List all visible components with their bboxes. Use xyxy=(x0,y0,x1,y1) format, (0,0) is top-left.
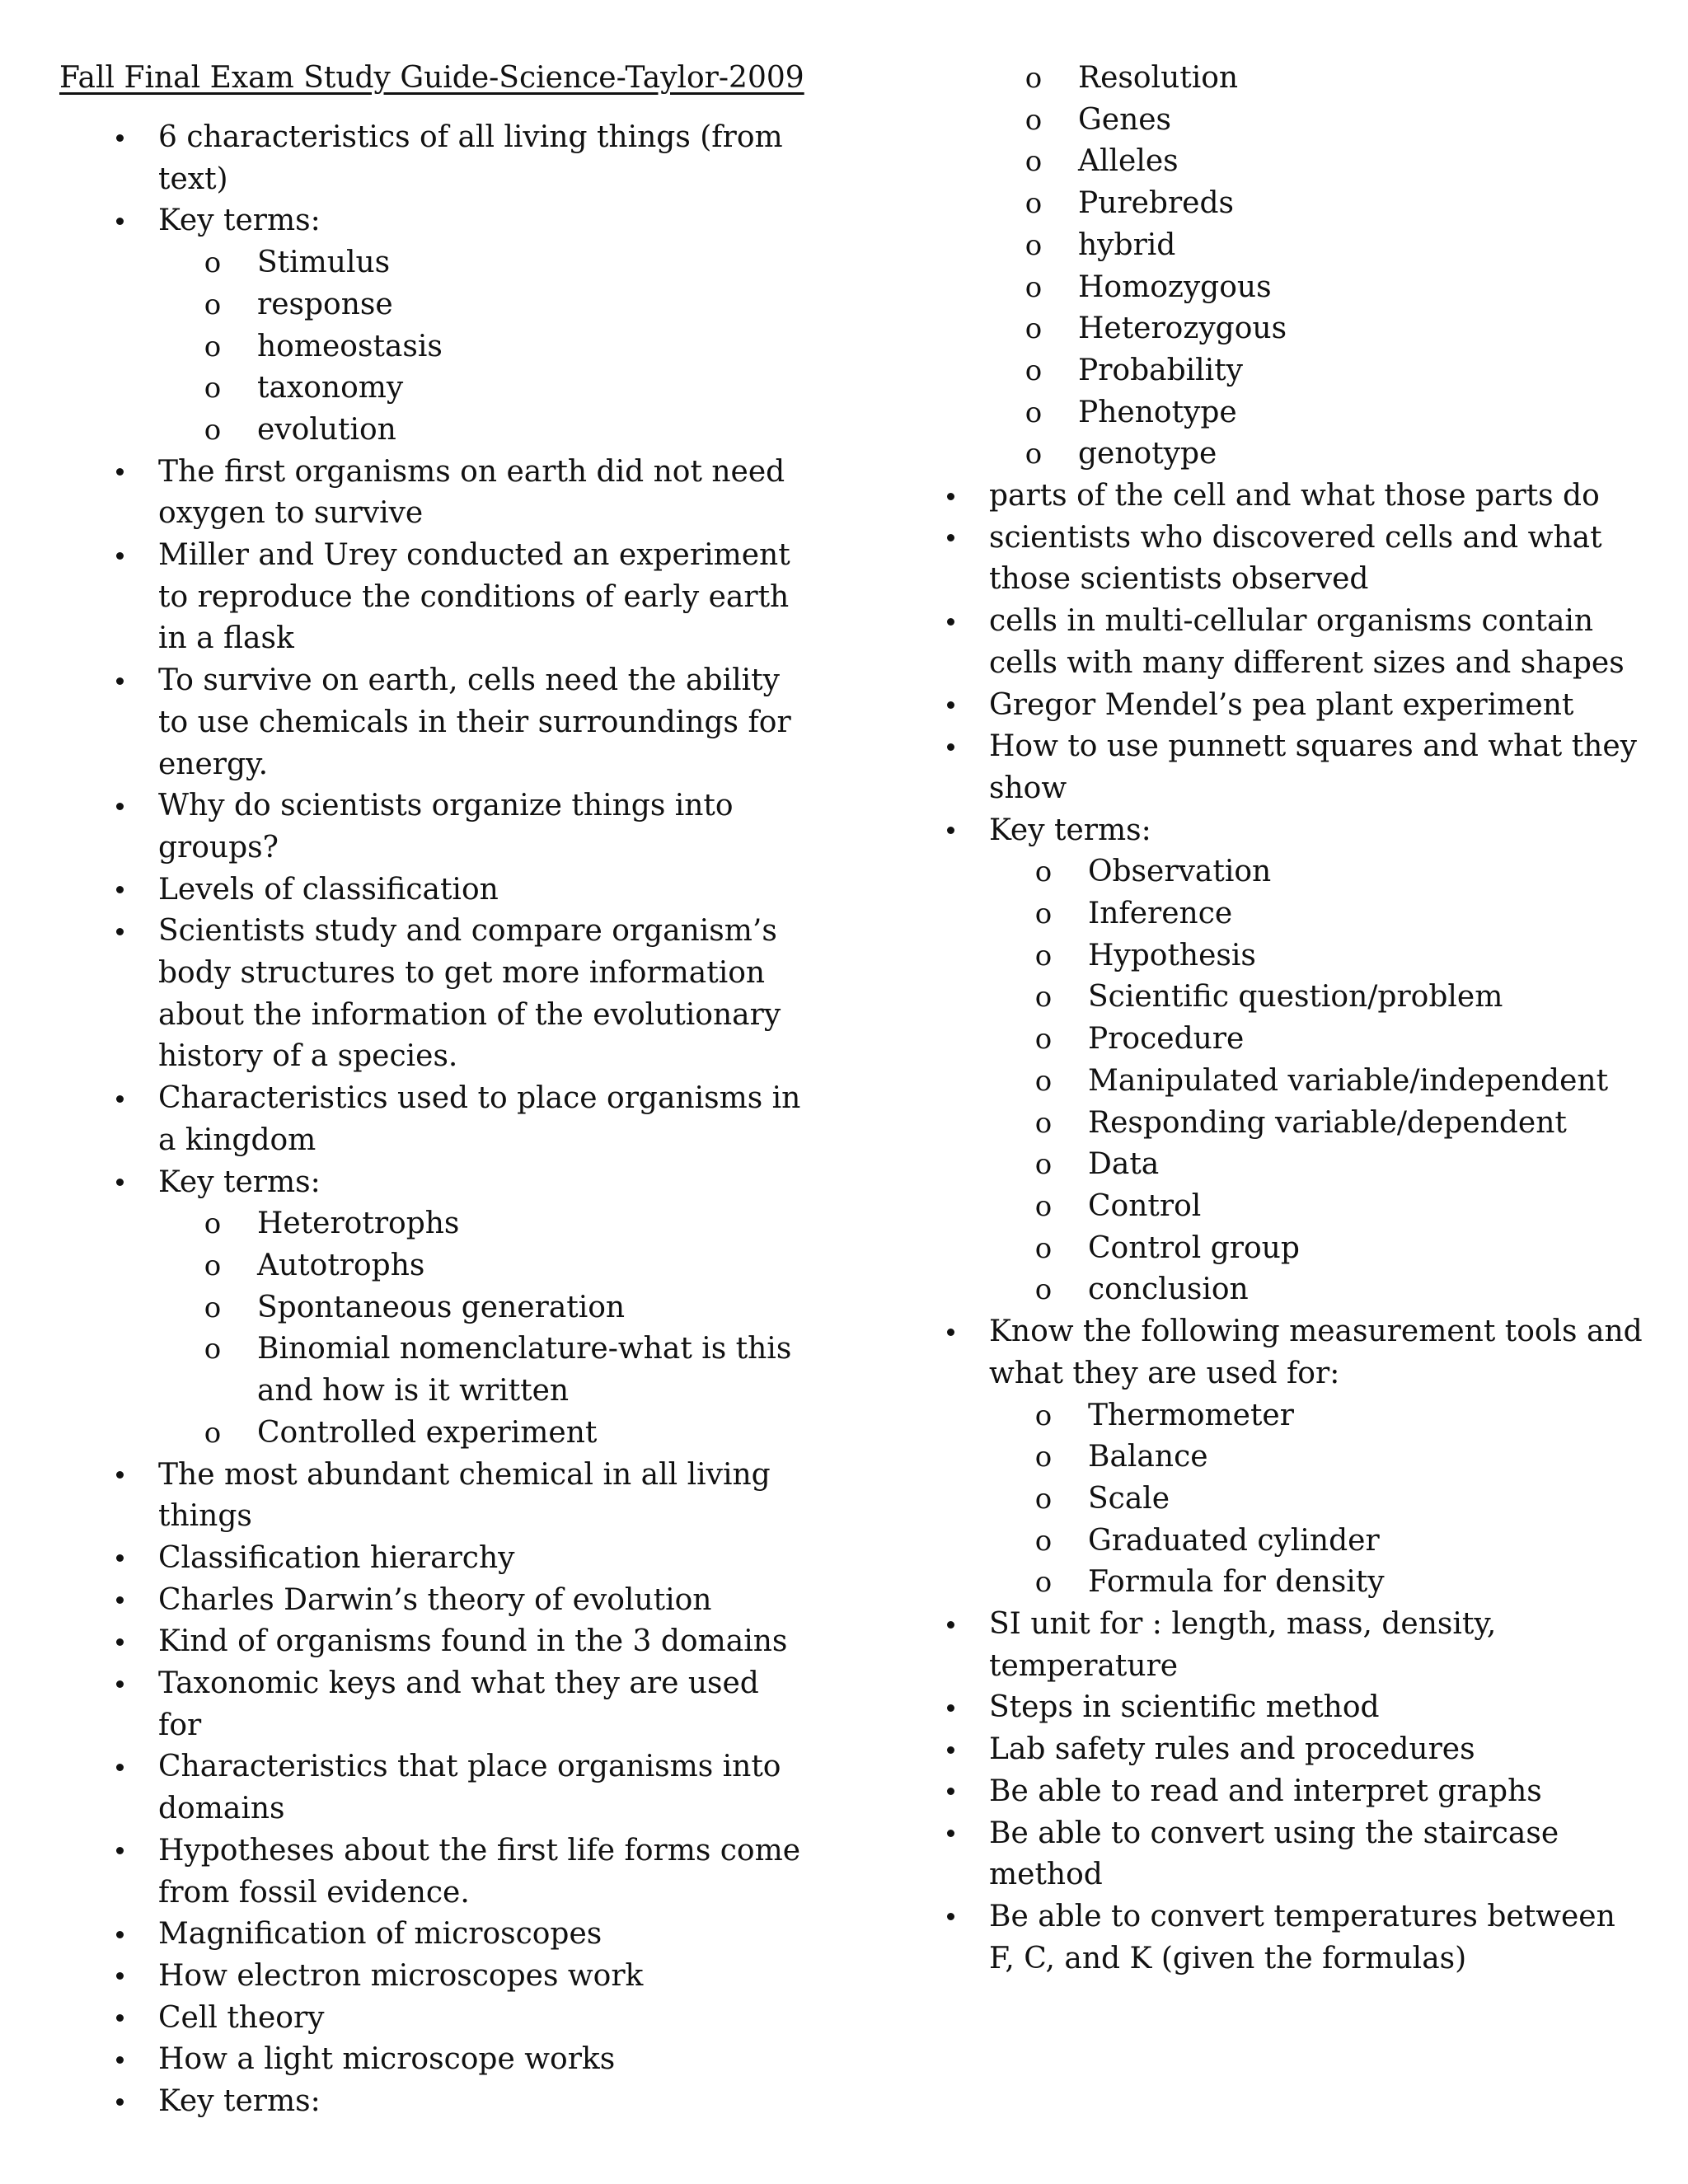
sub-list-item xyxy=(890,392,1648,434)
circle-bullet-icon: o xyxy=(1034,1189,1053,1223)
bullet-list-item xyxy=(59,1746,801,1830)
bullet-dot-icon xyxy=(111,1538,128,1580)
bullet-list-item xyxy=(59,1956,801,1998)
sub-list-item xyxy=(158,284,801,326)
bullet-dot-icon xyxy=(942,601,959,643)
sub-list-item xyxy=(158,242,801,284)
circle-bullet-icon: o xyxy=(204,372,222,405)
sub-list-item xyxy=(158,326,801,368)
sub-list-item xyxy=(158,1245,801,1287)
bullet-item-text: SI unit for : length, mass, density, temperature xyxy=(989,1607,1497,1683)
bullet-item-text: Scientists study and compare organism’s body structures to get more information about the information of the evolutionary history of a species. xyxy=(158,914,781,1074)
bullet-item-text: How electron microscopes work xyxy=(158,1958,644,1993)
bullet-item-text: Be able to read and interpret graphs xyxy=(989,1774,1542,1808)
bullet-dot-icon xyxy=(111,660,128,702)
sub-item-text: Controlled experiment xyxy=(257,1415,598,1450)
sub-list-item xyxy=(158,1287,801,1329)
sub-item-text: genotype xyxy=(1078,437,1217,471)
sub-list-item xyxy=(158,1413,801,1455)
bullet-dot-icon xyxy=(111,1830,128,1872)
right-column xyxy=(890,58,1648,1980)
bullet-item-text: Gregor Mendel’s pea plant experiment xyxy=(989,687,1574,722)
bullet-item-text: Be able to convert temperatures between F, C, and K (given the formulas) xyxy=(989,1899,1615,1975)
bullet-list-item xyxy=(59,785,801,869)
bullet-dot-icon xyxy=(942,476,959,518)
circle-bullet-icon: o xyxy=(1034,1441,1053,1474)
bullet-list-item xyxy=(890,1729,1648,1771)
bullet-dot-icon xyxy=(942,726,959,768)
sub-item-text: Hypothesis xyxy=(1088,938,1256,972)
sub-list-item xyxy=(989,1395,1648,1437)
circle-bullet-icon: o xyxy=(1025,438,1043,471)
circle-bullet-icon: o xyxy=(1034,1524,1053,1558)
continued-key-terms-list xyxy=(890,58,1648,476)
circle-bullet-icon: o xyxy=(204,1333,222,1366)
sub-item-text: Balance xyxy=(1088,1440,1208,1474)
sub-item-text: response xyxy=(257,287,393,321)
circle-bullet-icon: o xyxy=(1034,1566,1053,1600)
bullet-dot-icon xyxy=(942,1771,959,1813)
sub-item-text: Scale xyxy=(1088,1481,1170,1516)
bullet-item-text: The most abundant chemical in all living things xyxy=(158,1457,771,1534)
circle-bullet-icon: o xyxy=(204,1291,222,1324)
circle-bullet-icon: o xyxy=(1034,1023,1053,1057)
bullet-item-text: How to use punnett squares and what they show xyxy=(989,729,1638,805)
sub-item-text: Stimulus xyxy=(257,246,391,280)
bullet-item-text: Key terms: xyxy=(158,2084,321,2119)
sub-item-text: taxonomy xyxy=(257,371,404,405)
bullet-list-item xyxy=(890,1687,1648,1729)
sub-item-text: Purebreds xyxy=(1078,186,1234,221)
sub-item-text: Inference xyxy=(1088,897,1233,931)
sub-list-item xyxy=(890,100,1648,142)
sub-list-item xyxy=(890,225,1648,267)
bullet-item-text: 6 characteristics of all living things (from text) xyxy=(158,120,783,196)
sub-list-item xyxy=(158,410,801,452)
bullet-item-text: cells in multi-cellular organisms contain cells with many different sizes and shapes xyxy=(989,604,1625,680)
bullet-dot-icon xyxy=(111,1078,128,1120)
bullet-dot-icon xyxy=(111,2081,128,2123)
sub-item-text: Homozygous xyxy=(1078,269,1272,304)
sub-item-text: Control group xyxy=(1088,1230,1300,1265)
bullet-list-item xyxy=(59,452,801,535)
bullet-list-item xyxy=(890,1311,1648,1604)
bullet-list-item xyxy=(890,1604,1648,1687)
sub-list-item xyxy=(989,893,1648,935)
bullet-dot-icon xyxy=(111,1455,128,1497)
bullet-item-text: Cell theory xyxy=(158,2000,325,2035)
bullet-item-text: Characteristics that place organisms into domains xyxy=(158,1750,781,1826)
bullet-item-text: Know the following measurement tools and what they are used for: xyxy=(989,1315,1643,1390)
bullet-item-text: Kind of organisms found in the 3 domains xyxy=(158,1624,788,1659)
sub-list-item xyxy=(989,1436,1648,1479)
bullet-list-item xyxy=(890,518,1648,601)
bullet-item-text: Be able to convert using the staircase method xyxy=(989,1816,1559,1892)
bullet-item-text: Why do scientists organize things into groups? xyxy=(158,789,734,865)
bullet-dot-icon xyxy=(942,518,959,560)
bullet-item-text: How a light microscope works xyxy=(158,2042,616,2077)
circle-bullet-icon: o xyxy=(1025,62,1043,95)
sub-list-item xyxy=(989,1562,1648,1604)
bullet-list-item xyxy=(59,1078,801,1161)
bullet-list-item xyxy=(59,2039,801,2081)
circle-bullet-icon: o xyxy=(1034,1273,1053,1307)
bullet-list-item xyxy=(59,869,801,912)
bullet-item-text: Characteristics used to place organisms in a kingdom xyxy=(158,1081,801,1157)
bullet-dot-icon xyxy=(111,117,128,159)
sub-list-item xyxy=(989,1479,1648,1521)
sub-item-text: Scientific question/problem xyxy=(1088,980,1503,1015)
bullet-list-item xyxy=(890,601,1648,684)
bullet-dot-icon xyxy=(942,1687,959,1729)
sub-item-text: Heterotrophs xyxy=(257,1207,460,1241)
sub-list-item xyxy=(890,308,1648,350)
sub-list-item xyxy=(989,1019,1648,1061)
sub-list-item xyxy=(890,58,1648,100)
circle-bullet-icon: o xyxy=(1025,396,1043,429)
circle-bullet-icon: o xyxy=(204,246,222,280)
bullet-dot-icon xyxy=(111,869,128,912)
sub-list-item xyxy=(890,183,1648,225)
bullet-list-item xyxy=(890,685,1648,727)
sub-item-text: evolution xyxy=(257,412,396,447)
bullet-dot-icon xyxy=(942,685,959,727)
sub-list xyxy=(158,1203,801,1454)
right-bullet-list xyxy=(890,476,1648,1980)
bullet-dot-icon xyxy=(942,1813,959,1855)
sub-list-item xyxy=(890,141,1648,183)
bullet-list-item xyxy=(59,911,801,1078)
document-title: Fall Final Exam Study Guide-Science-Taylor-2009 xyxy=(59,61,804,95)
sub-list-item xyxy=(989,1144,1648,1186)
sub-list xyxy=(989,851,1648,1311)
sub-list-item xyxy=(890,350,1648,392)
circle-bullet-icon: o xyxy=(204,330,222,363)
bullet-item-text: Taxonomic keys and what they are used for xyxy=(158,1666,759,1742)
circle-bullet-icon: o xyxy=(1025,187,1043,221)
sub-list-item xyxy=(158,1203,801,1245)
bullet-list-item xyxy=(59,1162,801,1455)
bullet-list-item xyxy=(59,1538,801,1580)
bullet-item-text: Key terms: xyxy=(158,1165,321,1199)
circle-bullet-icon: o xyxy=(1034,898,1053,931)
bullet-list-item xyxy=(59,535,801,660)
sub-list-item xyxy=(989,1186,1648,1228)
bullet-list-item xyxy=(59,2081,801,2123)
bullet-dot-icon xyxy=(111,911,128,953)
sub-list-item xyxy=(158,368,801,410)
bullet-list-item xyxy=(890,726,1648,809)
bullet-dot-icon xyxy=(111,452,128,494)
bullet-dot-icon xyxy=(942,1729,959,1771)
bullet-dot-icon xyxy=(111,200,128,242)
bullet-dot-icon xyxy=(111,535,128,577)
sub-item-text: Data xyxy=(1088,1147,1160,1182)
sub-list xyxy=(989,1395,1648,1605)
sub-list-item xyxy=(989,1521,1648,1563)
sub-list-item xyxy=(890,434,1648,476)
bullet-item-text: Lab safety rules and procedures xyxy=(989,1732,1475,1767)
bullet-dot-icon xyxy=(111,1162,128,1204)
sub-item-text: homeostasis xyxy=(257,329,443,363)
circle-bullet-icon: o xyxy=(204,413,222,447)
circle-bullet-icon: o xyxy=(1025,270,1043,304)
bullet-item-text: Miller and Urey conducted an experiment to reproduce the conditions of early earth in a flask xyxy=(158,538,790,656)
bullet-list-item xyxy=(59,1663,801,1746)
bullet-dot-icon xyxy=(111,1914,128,1956)
bullet-item-text: The first organisms on earth did not need oxygen to survive xyxy=(158,454,785,531)
bullet-dot-icon xyxy=(942,1604,959,1646)
circle-bullet-icon: o xyxy=(204,288,222,321)
bullet-list-item xyxy=(59,1580,801,1622)
bullet-item-text: Levels of classification xyxy=(158,872,499,907)
bullet-item-text: Steps in scientific method xyxy=(989,1690,1380,1725)
bullet-item-text: Magnification of microscopes xyxy=(158,1917,603,1952)
sub-item-text: Manipulated variable/independent xyxy=(1088,1063,1609,1098)
sub-item-text: Graduated cylinder xyxy=(1088,1523,1380,1558)
circle-bullet-icon: o xyxy=(1034,1148,1053,1182)
sub-list-item xyxy=(989,1103,1648,1145)
bullet-dot-icon xyxy=(111,1580,128,1622)
bullet-item-text: Hypotheses about the first life forms come from fossil evidence. xyxy=(158,1833,801,1910)
bullet-list-item xyxy=(890,476,1648,518)
bullet-item-text: Charles Darwin’s theory of evolution xyxy=(158,1582,712,1617)
sub-item-text: Probability xyxy=(1078,353,1244,387)
bullet-dot-icon xyxy=(111,785,128,827)
sub-list xyxy=(158,242,801,452)
circle-bullet-icon: o xyxy=(1025,312,1043,346)
bullet-dot-icon xyxy=(942,1896,959,1938)
bullet-dot-icon xyxy=(111,1746,128,1788)
sub-list-item xyxy=(989,1061,1648,1103)
bullet-list-item xyxy=(890,1896,1648,1980)
circle-bullet-icon: o xyxy=(1034,981,1053,1015)
circle-bullet-icon: o xyxy=(1034,939,1053,972)
bullet-list-item xyxy=(59,660,801,785)
sub-list-item xyxy=(989,935,1648,977)
circle-bullet-icon: o xyxy=(1034,855,1053,889)
sub-item-text: Responding variable/dependent xyxy=(1088,1105,1567,1140)
bullet-dot-icon xyxy=(111,1998,128,2040)
bullet-item-text: Key terms: xyxy=(989,813,1151,847)
sub-list-item xyxy=(989,1228,1648,1270)
circle-bullet-icon: o xyxy=(1025,103,1043,137)
circle-bullet-icon: o xyxy=(1025,228,1043,262)
bullet-list-item xyxy=(59,1621,801,1663)
bullet-dot-icon xyxy=(111,1663,128,1705)
circle-bullet-icon: o xyxy=(1034,1482,1053,1516)
sub-list-item xyxy=(890,267,1648,309)
sub-item-text: Procedure xyxy=(1088,1022,1245,1057)
left-column xyxy=(59,58,804,2123)
sub-item-text: Phenotype xyxy=(1078,395,1237,429)
circle-bullet-icon: o xyxy=(1034,1231,1053,1265)
bullet-list-item xyxy=(59,1998,801,2040)
sub-item-text: hybrid xyxy=(1078,227,1176,262)
sub-list-item xyxy=(989,1269,1648,1311)
bullet-item-text: Classification hierarchy xyxy=(158,1540,515,1575)
bullet-dot-icon xyxy=(111,1956,128,1998)
bullet-dot-icon xyxy=(942,1311,959,1353)
left-bullet-list xyxy=(59,117,801,2123)
circle-bullet-icon: o xyxy=(204,1249,222,1282)
bullet-item-text: parts of the cell and what those parts do xyxy=(989,479,1600,513)
bullet-item-text: Key terms: xyxy=(158,204,321,238)
bullet-list-item xyxy=(890,810,1648,1311)
sub-item-text: Control xyxy=(1088,1188,1202,1223)
circle-bullet-icon: o xyxy=(1034,1106,1053,1140)
circle-bullet-icon: o xyxy=(1025,145,1043,179)
sub-item-text: Formula for density xyxy=(1088,1565,1385,1600)
bullet-list-item xyxy=(59,117,801,200)
circle-bullet-icon: o xyxy=(204,1416,222,1450)
sub-list-item xyxy=(989,851,1648,893)
sub-item-text: Autotrophs xyxy=(257,1248,425,1282)
sub-item-text: Spontaneous generation xyxy=(257,1290,626,1324)
circle-bullet-icon: o xyxy=(204,1207,222,1241)
bullet-list-item xyxy=(59,200,801,451)
sub-item-text: Observation xyxy=(1088,855,1272,889)
bullet-list-item xyxy=(890,1771,1648,1813)
bullet-list-item xyxy=(59,1830,801,1914)
bullet-dot-icon xyxy=(942,810,959,852)
sub-item-text: Resolution xyxy=(1078,61,1239,95)
circle-bullet-icon: o xyxy=(1034,1064,1053,1098)
sub-item-text: Alleles xyxy=(1078,144,1179,179)
bullet-item-text: To survive on earth, cells need the ability to use chemicals in their surroundings for energy. xyxy=(158,663,791,781)
sub-item-text: Heterozygous xyxy=(1078,312,1287,346)
bullet-dot-icon xyxy=(111,1621,128,1663)
bullet-list-item xyxy=(59,1914,801,1956)
bullet-dot-icon xyxy=(111,2039,128,2081)
sub-item-text: Thermometer xyxy=(1088,1398,1294,1432)
circle-bullet-icon: o xyxy=(1025,354,1043,387)
sub-item-text: Binomial nomenclature-what is this and how is it written xyxy=(257,1332,792,1408)
sub-list-item xyxy=(158,1329,801,1412)
sub-list-item xyxy=(989,977,1648,1019)
sub-item-text: Genes xyxy=(1078,102,1172,137)
bullet-list-item xyxy=(59,1455,801,1538)
sub-item-text: conclusion xyxy=(1088,1272,1249,1307)
circle-bullet-icon: o xyxy=(1034,1399,1053,1432)
bullet-list-item xyxy=(890,1813,1648,1896)
bullet-item-text: scientists who discovered cells and what those scientists observed xyxy=(989,520,1602,597)
